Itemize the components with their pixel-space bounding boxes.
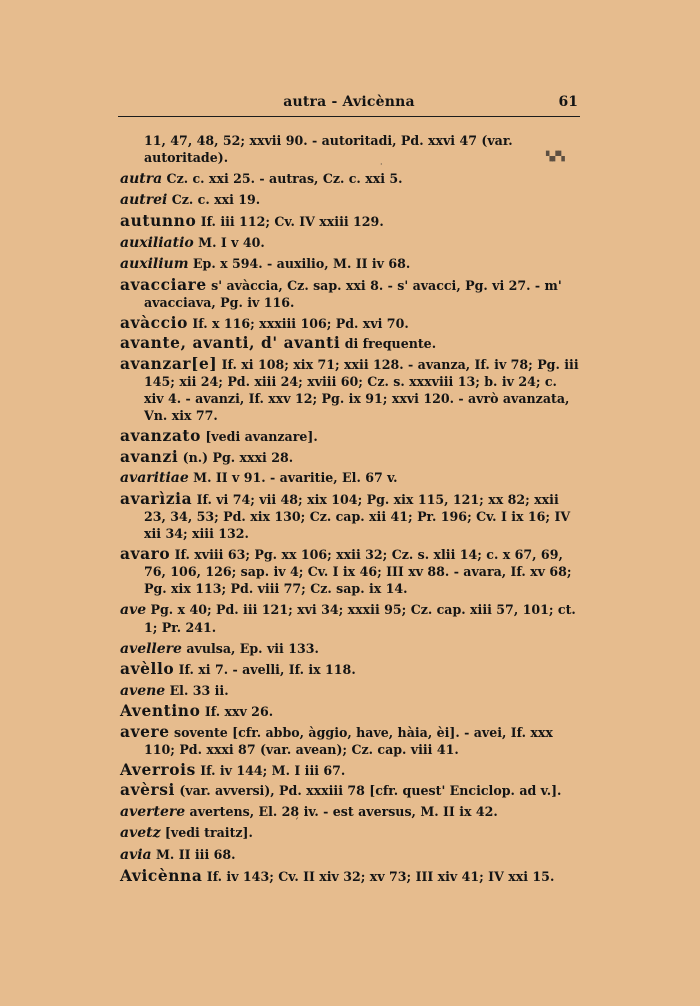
dictionary-entry xyxy=(120,782,580,799)
entry-references: [vedi traitz]. xyxy=(160,825,253,841)
dictionary-entry xyxy=(120,191,580,209)
dictionary-entry xyxy=(120,255,580,273)
entry-references: avulsa, Ep. vii 133. xyxy=(181,640,319,656)
entry-headword: avene xyxy=(120,682,166,699)
entry-headword: autra xyxy=(120,170,163,187)
entry-references: Cz. c. xxi 25. - autras, Cz. c. xxi 5. xyxy=(162,170,403,186)
dictionary-entry xyxy=(120,491,580,543)
entry-references: avertens, El. 28 iv. - est aversus, M. II ix 42. xyxy=(185,803,498,819)
page-header xyxy=(118,92,580,117)
entry-references: M. II iii 68. xyxy=(151,847,236,863)
ink-dot: · xyxy=(380,160,383,169)
entry-headword: auxiliatio xyxy=(120,234,194,251)
entry-references: If. iv 144; M. I iii 67. xyxy=(195,762,346,778)
entry-references: If. xi 7. - avelli, If. ix 118. xyxy=(174,662,356,678)
dictionary-entry xyxy=(120,356,580,425)
entry-headword: avèllo xyxy=(120,660,175,679)
dictionary-entry xyxy=(120,762,580,779)
entry-headword: Averrois xyxy=(120,760,196,779)
dictionary-entry xyxy=(120,601,580,636)
entry-references: If. iii 112; Cv. IV xxiii 129. xyxy=(196,213,384,229)
dictionary-entry xyxy=(120,724,580,758)
entry-references: M. II v 91. - avaritie, El. 67 v. xyxy=(188,470,398,486)
entry-references: Ep. x 594. - auxilio, M. II iv 68. xyxy=(188,256,411,272)
entry-references: di frequente. xyxy=(340,336,437,352)
entry-headword: avàccio xyxy=(120,313,188,332)
entry-headword: avellere xyxy=(120,640,182,657)
dictionary-entry xyxy=(120,868,580,885)
entry-references: If. vi 74; vii 48; xix 104; Pg. xix 115, 121; xx 82; xxii 23, 34, 53; Pd. xix 130; Cz. cap. xii 41; Pr. 196; Cv. I ix 16; IV xii 34; xiii 132. xyxy=(144,491,571,542)
entry-headword: avaro xyxy=(120,544,171,563)
entry-references: s' avàccia, Cz. sap. xxi 8. - s' avacci, Pg. vi 27. - m' avacciava, Pg. iv 116. xyxy=(144,277,562,310)
dictionary-entry xyxy=(120,469,580,487)
entry-references: If. x 116; xxxiii 106; Pd. xvi 70. xyxy=(187,315,409,331)
entry-headword: ave xyxy=(120,601,147,618)
entry-headword: avetz xyxy=(120,825,161,842)
dictionary-entry xyxy=(120,546,580,598)
entry-references: Pg. x 40; Pd. iii 121; xvi 34; xxxii 95; Cz. cap. xiii 57, 101; ct. 1; Pr. 241. xyxy=(144,601,576,635)
entry-references: (var. avversi), Pd. xxxiii 78 [cfr. quest' Enciclop. ad v.]. xyxy=(174,783,562,799)
entry-headword: autunno xyxy=(120,211,197,230)
dictionary-entry xyxy=(120,335,580,352)
entry-headword: auxilium xyxy=(120,256,189,273)
running-title: autra - Avicènna xyxy=(283,94,415,110)
entry-references: Cz. c. xxi 19. xyxy=(167,192,261,208)
entry-references: M. I v 40. xyxy=(193,234,265,250)
ink-tick: ˊ xyxy=(294,818,299,829)
page-number: 61 xyxy=(558,94,578,110)
dictionary-entry xyxy=(120,803,580,821)
entry-references: If. xviii 63; Pg. xx 106; xxii 32; Cz. s. xlii 14; c. x 67, 69, 76, 106, 126; sap. iv 4; Cv. I ix 46; III xv 88. - avara, If. xv 68; Pg. xix 113; Pd. viii 77; Cz. sap. ix 14. xyxy=(144,546,572,597)
dictionary-entry xyxy=(120,213,580,230)
entry-headword: avanzar[e] xyxy=(120,354,218,373)
entry-references: If. xxv 26. xyxy=(200,704,274,720)
dictionary-entry xyxy=(120,428,580,445)
entry-references: 11, 47, 48, 52; xxvii 90. - autoritadi, Pd. xxvi 47 (var. autoritade). xyxy=(144,133,513,166)
entry-headword: avacciare xyxy=(120,275,207,294)
entry-headword: avaritiae xyxy=(120,470,189,487)
dictionary-entry xyxy=(120,234,580,252)
entry-headword: avia xyxy=(120,847,152,864)
dictionary-entry xyxy=(120,703,580,720)
dictionary-entry xyxy=(120,315,580,332)
dictionary-entry xyxy=(120,682,580,700)
entry-headword: avanzi xyxy=(120,447,179,466)
entry-references: sovente [cfr. abbo, àggio, have, hàia, èi]. - avei, If. xxx 110; Pd. xxxi 87 (var. avean); Cz. cap. viii 41. xyxy=(144,724,553,758)
entry-references: If. xi 108; xix 71; xxii 128. - avanza, If. iv 78; Pg. iii 145; xii 24; Pd. xiii 24; xviii 60; Cz. s. xxxviii 13; b. iv 24; c. xiv 4. - avanzi, If. xxv 12; Pg. ix 91; xxvi 120. - avrò avanzata, Vn. xix 77. xyxy=(144,356,579,424)
ink-smudge: ▚▞▚ xyxy=(546,152,564,162)
entry-references: If. iv 143; Cv. II xiv 32; xv 73; III xiv 41; IV xxi 15. xyxy=(202,868,555,884)
dictionary-entry xyxy=(120,824,580,842)
entry-headword: avanzato xyxy=(120,426,201,445)
entry-headword: avere xyxy=(120,722,170,741)
dictionary-entry xyxy=(120,846,580,864)
entry-headword: Aventino xyxy=(120,702,201,721)
entry-headword: Avicènna xyxy=(120,866,203,885)
dictionary-entry xyxy=(120,640,580,658)
dictionary-entry xyxy=(120,170,580,188)
entry-references: (n.) Pg. xxxi 28. xyxy=(178,449,294,465)
entry-headword: avèrsi xyxy=(120,781,175,800)
entry-headword: avarìzia xyxy=(120,489,193,508)
dictionary-entry xyxy=(120,449,580,466)
dictionary-entry xyxy=(120,661,580,678)
entry-references: [vedi avanzare]. xyxy=(200,428,318,444)
entry-headword: avante, avanti, d' avanti xyxy=(120,334,341,353)
entry-references: El. 33 ii. xyxy=(165,682,229,698)
dictionary-entry xyxy=(120,132,580,166)
dictionary-entries xyxy=(120,132,580,888)
entry-headword: avertere xyxy=(120,803,186,820)
dictionary-entry xyxy=(120,277,580,311)
entry-headword: autrei xyxy=(120,192,168,209)
